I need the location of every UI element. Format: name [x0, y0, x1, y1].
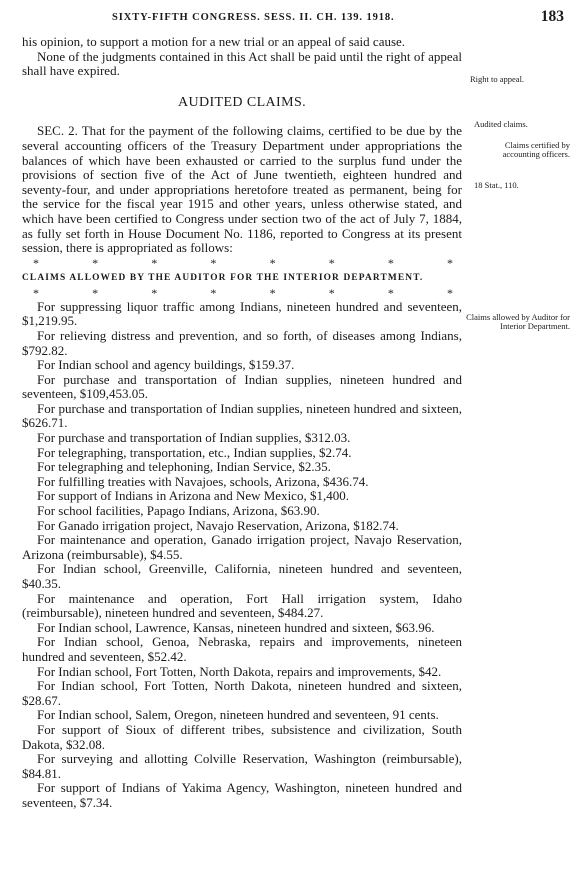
star: *: [446, 285, 453, 300]
claim-item: For fulfilling treaties with Navajoes, schools, Arizona, $436.74.: [37, 473, 369, 489]
margin-note-stat-reference: 18 Stat., 110.: [474, 180, 519, 190]
star: *: [269, 285, 276, 300]
star: *: [210, 255, 217, 270]
claim-item: For Indian school, Genoa, Nebraska, repairs and improvements, nineteen hundred and seventeen, $52.42.: [22, 634, 462, 664]
star: *: [210, 285, 217, 300]
claim-item: For support of Sioux of different tribes, subsistence and civilization, South Dakota, $32.08.: [22, 721, 462, 752]
main-text: [22, 35, 462, 811]
claim-item: For Indian school, Fort Totten, North Dakota, repairs and improvements, $42.: [37, 663, 442, 679]
section-paragraph: SEC. 2. That for the payment of the following claims, certified to be due by the several accounting officers of the Treasury Department under appropriations the balances of which have been exhausted or carried to the surplus fund under the provisions of section five of the Act of June twentieth, eighteen hundred and seventy-four, and under appropriations heretofore treated as permanent, being for the service for the fiscal year 1915 and other years, unless otherwise stated, and which have been certified to Congress under section two of the act of July 7, 1884, as fully set forth in House Document No. 1186, reported to Congress at its present session, there is appropriated as follows:: [22, 123, 462, 256]
star: *: [151, 255, 158, 270]
claim-item: For purchase and transportation of Indian supplies, $312.03.: [37, 430, 351, 446]
star: *: [151, 285, 158, 300]
star: *: [33, 285, 39, 300]
margin-note-right-to-appeal: Right to appeal.: [470, 74, 525, 84]
claim-item: For Indian school, Salem, Oregon, nineteen hundred and seventeen, 91 cents.: [37, 707, 439, 723]
claim-item: For maintenance and operation, Fort Hall irrigation system, Idaho (reimbursable), nineteen hundred and seventeen, $484.27.: [22, 590, 462, 621]
star: *: [328, 285, 335, 300]
claim-item: For school facilities, Papago Indians, Arizona, $63.90.: [37, 503, 320, 519]
claim-item: For purchase and transportation of Indian supplies, nineteen hundred and sixteen, $626.71.: [22, 400, 462, 431]
claim-item: For telegraphing, transportation, etc., Indian supplies, $2.74.: [37, 444, 352, 460]
star: *: [387, 285, 394, 300]
star: *: [387, 255, 394, 270]
claim-item: For support of Indians of Yakima Agency, Washington, nineteen hundred and seventeen, $7.34.: [22, 780, 462, 810]
claim-item: For Indian school, Lawrence, Kansas, nineteen hundred and sixteen, $63.96.: [37, 619, 435, 635]
section-title: AUDITED CLAIMS.: [177, 94, 307, 110]
star: *: [92, 285, 99, 300]
claim-item: For suppressing liquor traffic among Indians, nineteen hundred and seventeen, $1,219.95.: [22, 298, 462, 329]
claim-item: For Ganado irrigation project, Navajo Reservation, Arizona, $182.74.: [37, 517, 399, 533]
margin-note-audited-claims: Audited claims.: [474, 119, 528, 129]
claim-item: For Indian school and agency buildings, $159.37.: [37, 357, 295, 373]
star: *: [92, 255, 99, 270]
claim-item: For Indian school, Fort Totten, North Dakota, nineteen hundred and sixteen, $28.67.: [22, 678, 462, 708]
star: *: [33, 255, 39, 270]
page-number: 183: [540, 8, 564, 25]
claim-item: For relieving distress and prevention, and so forth, of diseases among Indians, $792.82.: [22, 327, 462, 358]
paragraph-continuation: his opinion, to support a motion for a new trial or an appeal of said cause.: [22, 34, 406, 49]
page-header: [112, 8, 564, 30]
claims-list: [22, 300, 462, 811]
running-head: SIXTY-FIFTH CONGRESS. SESS. II. CH. 139. 1918.: [112, 12, 395, 23]
claim-item: For purchase and transportation of Indian supplies, nineteen hundred and seventeen, $109,453.05.: [22, 371, 462, 402]
star: *: [446, 255, 453, 270]
ellipsis-stars-bottom: [22, 286, 462, 300]
claim-item: For telegraphing and telephoning, Indian Service, $2.35.: [37, 459, 331, 475]
claims-subheading: CLAIMS ALLOWED BY THE AUDITOR FOR THE INTERIOR DEPARTMENT.: [22, 272, 424, 283]
ellipsis-stars-top: [22, 256, 462, 270]
paragraph-appeal: None of the judgments contained in this Act shall be paid until the right of appeal shall have expired.: [22, 48, 462, 79]
margin-note-claims-certified: Claims certified by accounting officers.: [502, 140, 570, 160]
margin-note-claims-allowed: Claims allowed by Auditor for Interior Department.: [466, 312, 570, 332]
claim-item: For Indian school, Greenville, California, nineteen hundred and seventeen, $40.35.: [22, 561, 462, 591]
star: *: [328, 255, 335, 270]
claim-item: For maintenance and operation, Ganado irrigation project, Navajo Reservation, Arizona (reimbursable), $4.55.: [22, 532, 462, 562]
star: *: [269, 255, 276, 270]
claim-item: For surveying and allotting Colville Reservation, Washington (reimbursable), $84.81.: [22, 751, 462, 781]
claim-item: For support of Indians in Arizona and New Mexico, $1,400.: [37, 488, 349, 504]
